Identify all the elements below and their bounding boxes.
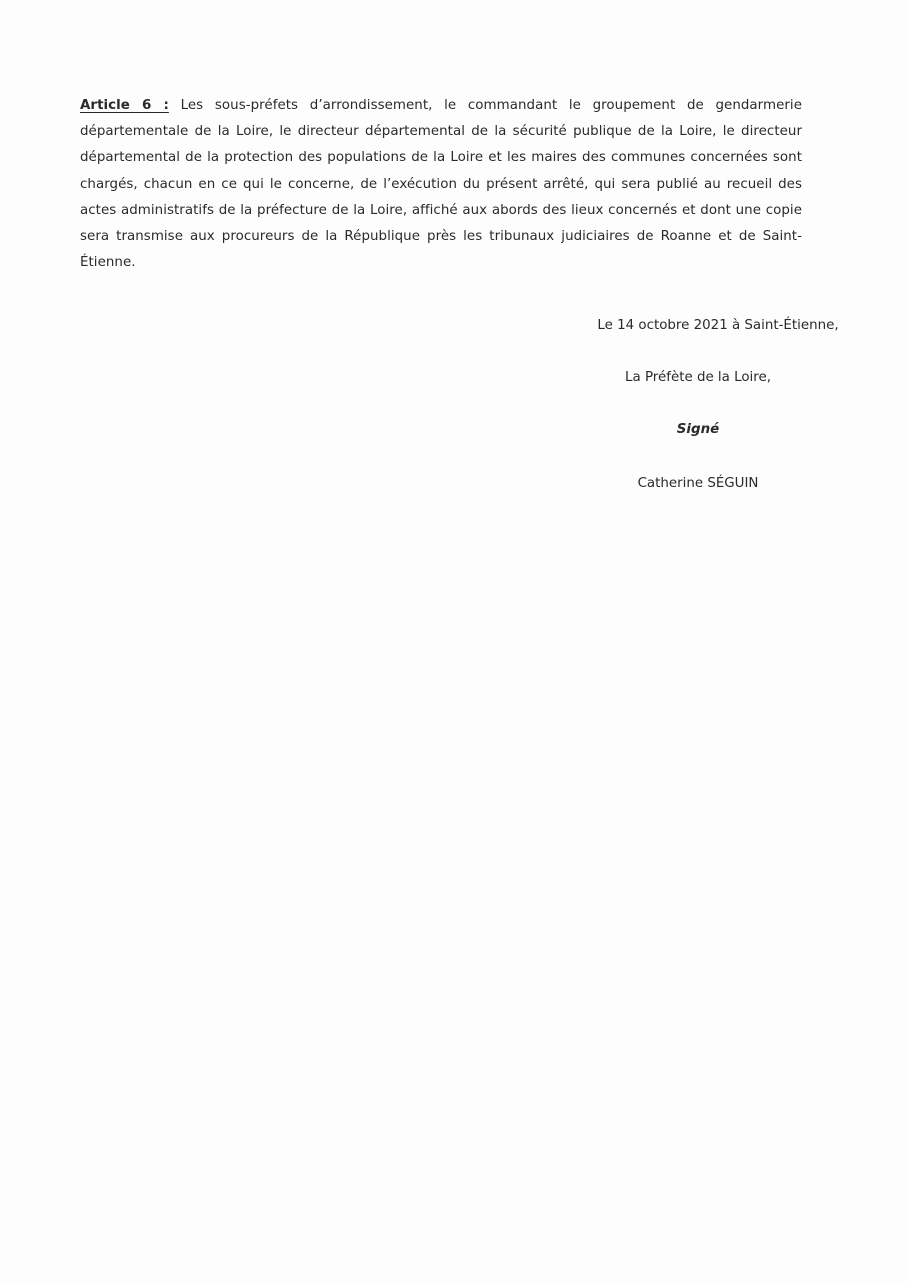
signatory-role: La Préfète de la Loire, bbox=[625, 370, 771, 385]
article-6-paragraph bbox=[80, 93, 802, 276]
article-label: Article 6 : bbox=[80, 98, 169, 113]
article-text: Les sous-préfets d’arrondissement, le commandant le groupement de gendarmerie départementale de la Loire, le directeur départemental de la sécurité publique de la Loire, le directeur départemental de la protection des populations de la Loire et les maires des communes concernées sont chargés, chacun en ce qui le concerne, de l’exécution du présent arrêté, qui sera publié au recueil des actes administratifs de la préfecture de la Loire, affiché aux abords des lieux concernés et dont une copie sera transmise aux procureurs de la République près les tribunaux judiciaires de Roanne et de Saint-Étienne. bbox=[80, 98, 802, 271]
signatory-name: Catherine SÉGUIN bbox=[637, 476, 759, 491]
signature-date-place: Le 14 octobre 2021 à Saint-Étienne, bbox=[597, 318, 839, 333]
signed-mention: Signé bbox=[676, 422, 720, 437]
